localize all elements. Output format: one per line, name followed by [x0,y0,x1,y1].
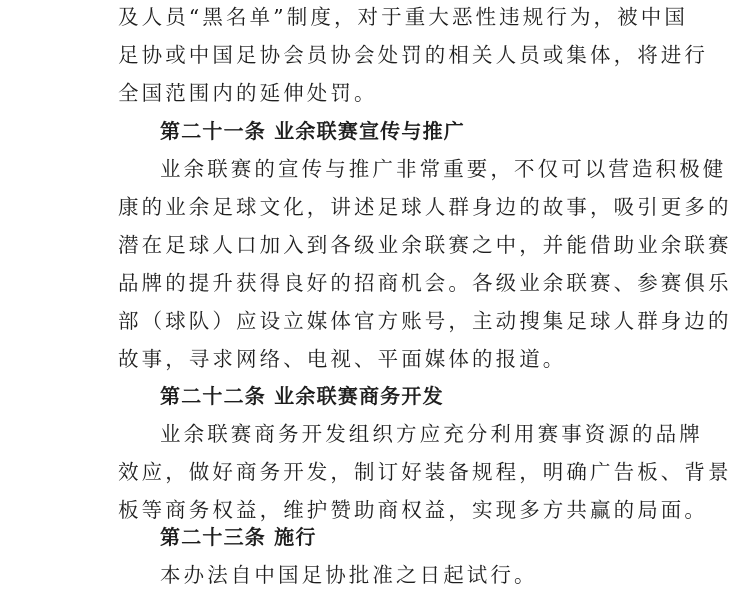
paragraph-line: 足协或中国足协会员协会处罚的相关人员或集体，将进行 [118,43,708,67]
paragraph-line: 康的业余足球文化，讲述足球人群身边的故事，吸引更多的 [118,195,732,219]
paragraph-line: 潜在足球人口加入到各级业余联赛之中，并能借助业余联赛 [118,233,732,257]
paragraph-line: 全国范围内的延伸处罚。 [118,81,378,105]
paragraph-line: 板等商务权益，维护赞助商权益，实现多方共赢的局面。 [118,498,708,522]
paragraph-line: 本办法自中国足协批准之日起试行。 [160,563,538,587]
article-23-heading: 第二十三条 施行 [160,525,317,549]
paragraph-line: 品牌的提升获得良好的招商机会。各级业余联赛、参赛俱乐 [118,271,732,295]
paragraph-line: 部（球队）应设立媒体官方账号，主动搜集足球人群身边的 [118,309,732,333]
paragraph-line: 故事，寻求网络、电视、平面媒体的报道。 [118,347,567,371]
paragraph-line: 效应，做好商务开发，制订好装备规程，明确广告板、背景 [118,460,732,484]
paragraph-line: 及人员“黑名单”制度，对于重大恶性违规行为，被中国 [118,5,688,29]
paragraph-line: 业余联赛商务开发组织方应充分利用赛事资源的品牌 [160,422,703,446]
article-21-heading: 第二十一条 业余联赛宣传与推广 [160,119,465,143]
article-22-heading: 第二十二条 业余联赛商务开发 [160,384,444,408]
paragraph-line: 业余联赛的宣传与推广非常重要，不仅可以营造积极健 [160,157,727,181]
